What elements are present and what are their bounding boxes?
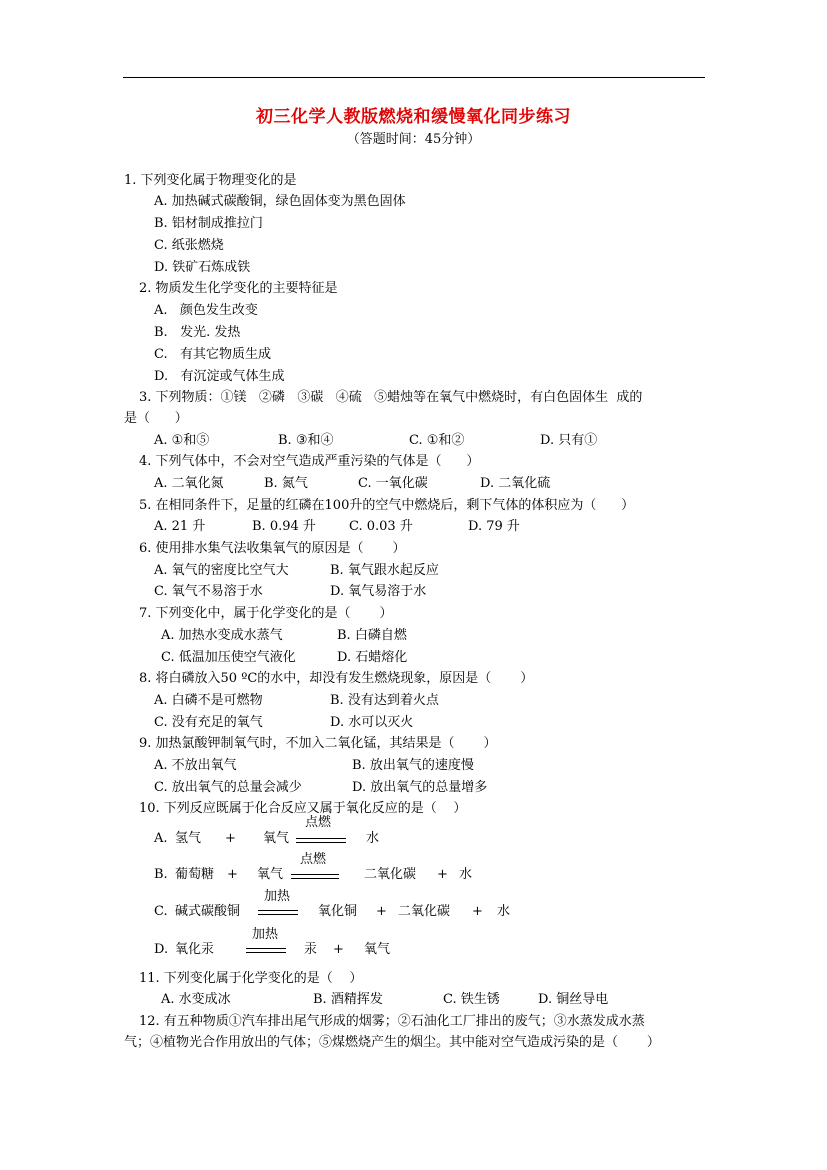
question-1-stem: 1. 下列变化属于物理变化的是: [124, 173, 297, 188]
question-6-option-b: B. 氧气跟水起反应: [330, 563, 439, 578]
question-10-option-c-product-2: 二氧化碳: [398, 904, 451, 919]
question-10-option-b-condition: 点燃: [300, 852, 327, 867]
question-11-option-b: B. 酒精挥发: [313, 992, 383, 1007]
header-rule: [123, 77, 705, 78]
page-title: 初三化学人教版燃烧和缓慢氧化同步练习: [256, 107, 571, 127]
question-10-option-d-product-1: 汞: [304, 942, 318, 957]
question-2-option-b: B. 发光. 发热: [154, 325, 241, 340]
question-1-option-d: D. 铁矿石炼成铁: [154, 260, 251, 275]
question-10-option-b-plus-1: +: [227, 867, 238, 882]
question-8-option-a: A. 白磷不是可燃物: [154, 693, 263, 708]
question-10-option-c-plus-2: +: [472, 904, 483, 919]
question-3-option-b: B. ③和④: [278, 433, 334, 448]
question-10-option-b-product-2: 水: [459, 867, 473, 882]
question-5-option-a: A. 21 升: [154, 519, 206, 534]
question-1-option-c: C. 纸张燃烧: [154, 238, 224, 253]
question-11-option-a: A. 水变成冰: [161, 992, 231, 1007]
question-10-option-c-plus-1: +: [376, 904, 387, 919]
page-subtitle: （答题时间：45分钟）: [346, 132, 481, 147]
question-3-stem-line-1: 3. 下列物质：①镁 ②磷 ③碳 ④硫 ⑤蜡烛等在氧气中燃烧时，有白色固体生 成的: [139, 390, 643, 405]
question-8-option-b: B. 没有达到着火点: [330, 693, 439, 708]
question-10-option-d-label: D.: [154, 942, 169, 957]
question-3-option-d: D. 只有①: [540, 433, 598, 448]
question-10-option-b-label: B.: [154, 867, 168, 882]
question-4-stem: 4. 下列气体中，不会对空气造成严重污染的气体是（ ）: [139, 454, 480, 469]
question-4-option-a: A. 二氧化氮: [154, 476, 224, 491]
question-12-stem-line-2: 气；④植物光合作用放出的气体；⑤煤燃烧产生的烟尘。其中能对空气造成污染的是（ ）: [124, 1035, 660, 1050]
question-5-option-c: C. 0.03 升: [349, 519, 413, 534]
question-10-option-c-equals: [258, 910, 298, 915]
question-10-option-b-plus-2: +: [437, 867, 448, 882]
question-10-option-a-equals: [296, 838, 346, 843]
question-10-option-a-label: A.: [154, 831, 168, 846]
question-10-stem: 10. 下列反应既属于化合反应又属于氧化反应的是（ ）: [139, 801, 467, 816]
question-2-option-c: C. 有其它物质生成: [154, 347, 272, 362]
question-7-option-d: D. 石蜡熔化: [337, 650, 408, 665]
question-6-option-d: D. 氧气易溶于水: [330, 584, 427, 599]
question-10-option-d-reactant-1: 氧化汞: [175, 942, 215, 957]
question-11-stem: 11. 下列变化属于化学变化的是（ ）: [139, 971, 363, 986]
question-10-option-b-reactant-1: 葡萄糖: [175, 867, 215, 882]
question-6-stem: 6. 使用排水集气法收集氧气的原因是（ ）: [139, 541, 406, 556]
question-1-option-a: A. 加热碱式碳酸铜，绿色固体变为黑色固体: [154, 194, 406, 209]
question-10-option-a-condition: 点燃: [305, 815, 332, 830]
question-7-option-a: A. 加热水变成水蒸气: [161, 628, 283, 643]
question-9-option-d: D. 放出氧气的总量增多: [352, 780, 488, 795]
question-10-option-b-equals: [291, 874, 339, 879]
question-9-option-c: C. 放出氧气的总量会减少: [154, 780, 302, 795]
question-10-option-b-product-1: 二氧化碳: [364, 867, 417, 882]
question-10-option-c-label: C.: [154, 904, 168, 919]
question-10-option-c-condition: 加热: [264, 889, 291, 904]
question-2-option-d: D. 有沉淀或气体生成: [154, 369, 285, 384]
question-10-option-a-plus: +: [225, 831, 236, 846]
question-9-stem: 9. 加热氯酸钾制氧气时，不加入二氧化锰，其结果是（ ）: [139, 736, 497, 751]
question-3-option-c: C. ①和②: [409, 433, 465, 448]
question-7-option-c: C. 低温加压使空气液化: [161, 650, 296, 665]
question-8-option-c: C. 没有充足的氧气: [154, 715, 263, 730]
question-10-option-b-reactant-2: 氧气: [257, 867, 284, 882]
question-10-option-d-equals: [246, 948, 286, 953]
question-11-option-d: D. 铜丝导电: [538, 992, 609, 1007]
question-11-option-c: C. 铁生锈: [443, 992, 500, 1007]
question-8-stem: 8. 将白磷放入50 ºC的水中，却没有发生燃烧现象，原因是（ ）: [139, 671, 534, 686]
question-10-option-a-product-1: 水: [366, 831, 380, 846]
question-6-option-c: C. 氧气不易溶于水: [154, 584, 263, 599]
question-10-option-c-product-3: 水: [497, 904, 511, 919]
question-12-stem-line-1: 12. 有五种物质①汽车排出尾气形成的烟雾；②石油化工厂排出的废气；③水蒸发成水蒸: [139, 1014, 645, 1029]
question-10-option-d-product-2: 氧气: [364, 942, 391, 957]
question-7-option-b: B. 白磷自燃: [337, 628, 407, 643]
question-5-stem: 5. 在相同条件下，足量的红磷在100升的空气中燃烧后，剩下气体的体积应为（ ）: [139, 498, 635, 513]
question-5-option-d: D. 79 升: [468, 519, 520, 534]
question-10-option-d-plus: +: [333, 942, 344, 957]
question-10-option-a-reactant-2: 氧气: [263, 831, 290, 846]
question-9-option-a: A. 不放出氧气: [154, 758, 237, 773]
question-10-option-a-reactant-1: 氢气: [175, 831, 202, 846]
question-3-option-a: A. ①和⑤: [154, 433, 210, 448]
question-8-option-d: D. 水可以灭火: [330, 715, 414, 730]
question-10-option-d-condition: 加热: [252, 927, 279, 942]
question-2-option-a: A. 颜色发生改变: [154, 303, 258, 318]
question-2-stem: 2. 物质发生化学变化的主要特征是: [139, 281, 338, 296]
question-9-option-b: B. 放出氧气的速度慢: [352, 758, 474, 773]
question-10-option-c-reactant-1: 碱式碳酸铜: [175, 904, 241, 919]
question-7-stem: 7. 下列变化中，属于化学变化的是（ ）: [139, 606, 393, 621]
question-6-option-a: A. 氧气的密度比空气大: [154, 563, 289, 578]
question-10-option-c-product-1: 氧化铜: [318, 904, 358, 919]
question-4-option-b: B. 氮气: [264, 476, 308, 491]
question-4-option-d: D. 二氧化硫: [480, 476, 551, 491]
question-5-option-b: B. 0.94 升: [252, 519, 316, 534]
question-4-option-c: C. 一氧化碳: [358, 476, 428, 491]
question-1-option-b: B. 铝材制成推拉门: [154, 216, 263, 231]
question-3-stem-line-2: 是（ ）: [124, 411, 188, 426]
